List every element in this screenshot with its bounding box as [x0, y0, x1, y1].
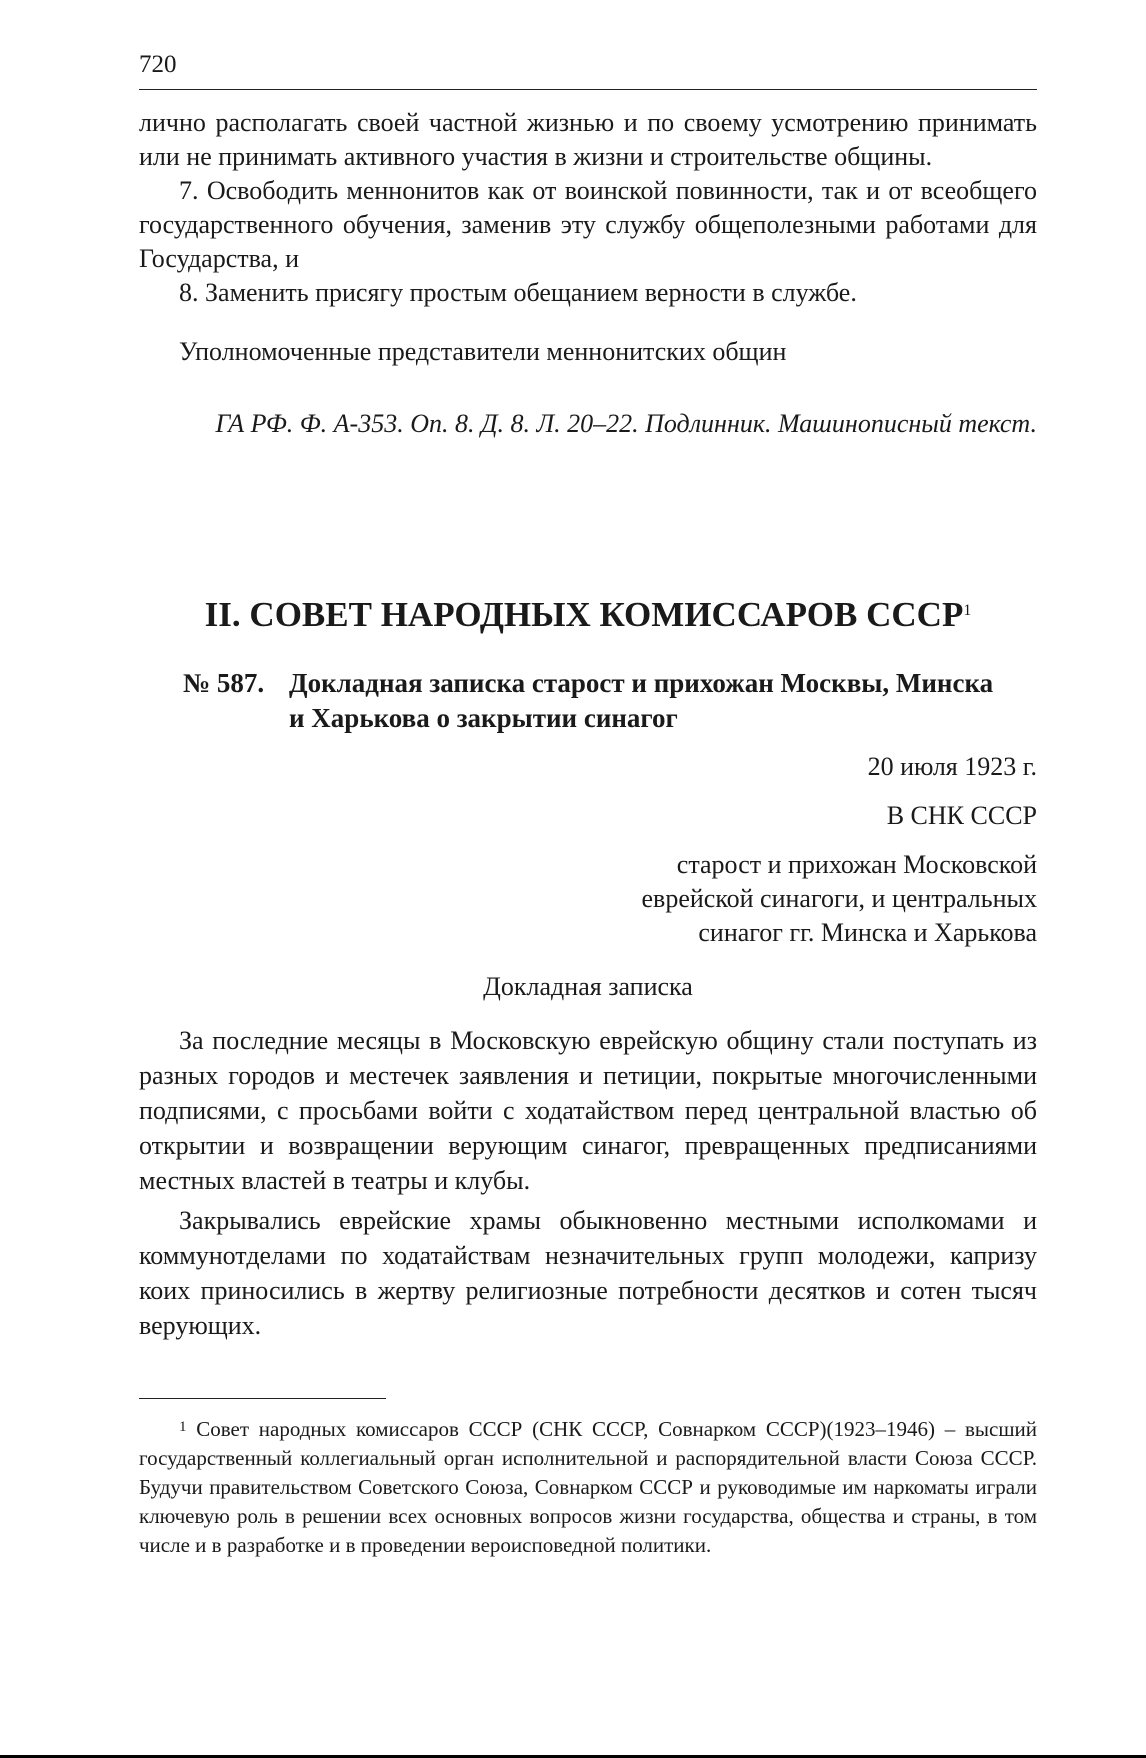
sender-line: еврейской синагоги, и центральных: [641, 884, 1037, 913]
document-heading-line-1: [183, 666, 1037, 701]
list-item-7: 7. Освободить меннонитов как от воинской повинности, так и от всеобщего государственного обучения, заменив эту службу общеполезными работами для Государства, и: [139, 176, 1037, 273]
document-addressee: В СНК СССР: [886, 801, 1037, 830]
document-title-line-2: и Харькова о закрытии синагог: [289, 703, 678, 733]
section-footnote-marker: 1: [963, 602, 972, 619]
page-number: 720: [139, 51, 177, 78]
document-title-line-1: Докладная записка старост и прихожан Москвы, Минска: [289, 668, 994, 698]
footnote-rule: [139, 1398, 386, 1399]
document-heading: [183, 666, 1037, 736]
document-type-title: Докладная записка: [483, 972, 693, 1001]
body-paragraph: Закрывались еврейские храмы обыкновенно местными исполкомами и коммунотделами по ходатайствам незначительных групп молодежи, капризу коих приносились в жертву религиозные потребности десятков и сотен тысяч верующих.: [139, 1206, 1037, 1340]
signature-line: Уполномоченные представители меннонитских общин: [179, 337, 787, 366]
list-item-8: 8. Заменить присягу простым обещанием верности в службе.: [179, 278, 857, 307]
footnote: [139, 1415, 1037, 1560]
archive-reference: ГА РФ. Ф. А-353. Оп. 8. Д. 8. Л. 20–22. Подлинник. Машинописный текст.: [215, 409, 1037, 438]
document-date: 20 июля 1923 г.: [867, 752, 1037, 781]
footnote-marker: 1: [179, 1419, 187, 1435]
document-sender: [642, 848, 1037, 950]
body-paragraph: За последние месяцы в Московскую еврейскую общину стали поступать из разных городов и местечек заявления и петиции, покрытые многочисленными подписями, с просьбами войти с ходатайством перед центральной властью об открытии и возвращении верующим синагог, превращенных предписаниями местных властей в театры и клубы.: [139, 1026, 1037, 1195]
section-title: II. СОВЕТ НАРОДНЫХ КОМИССАРОВ СССР: [204, 595, 964, 634]
document-body: [139, 1023, 1037, 1348]
sender-line: синагог гг. Минска и Харькова: [698, 918, 1037, 947]
sender-line: старост и прихожан Московской: [676, 850, 1037, 879]
section-heading: [139, 593, 1037, 637]
continued-paragraph: лично располагать своей частной жизнью и по своему усмотрению принимать или не принимать активного участия в жизни и строительстве общины.: [139, 108, 1037, 171]
header-rule: [139, 89, 1037, 90]
footnote-text: Совет народных комиссаров СССР (СНК СССР, Совнарком СССР)(1923–1946) – высший государственный коллегиальный орган исполнительной и распорядительной власти Союза СССР. Будучи правительством Советского Союза, Совнарком СССР и руководимые им наркоматы играли ключевую роль в решении всех основных вопросов жизни государства, общества и страны, в том числе и в разработке и в проведении вероисповедной политики.: [139, 1417, 1038, 1557]
document-number: № 587.: [183, 668, 265, 698]
continued-text-block: [139, 106, 1037, 441]
